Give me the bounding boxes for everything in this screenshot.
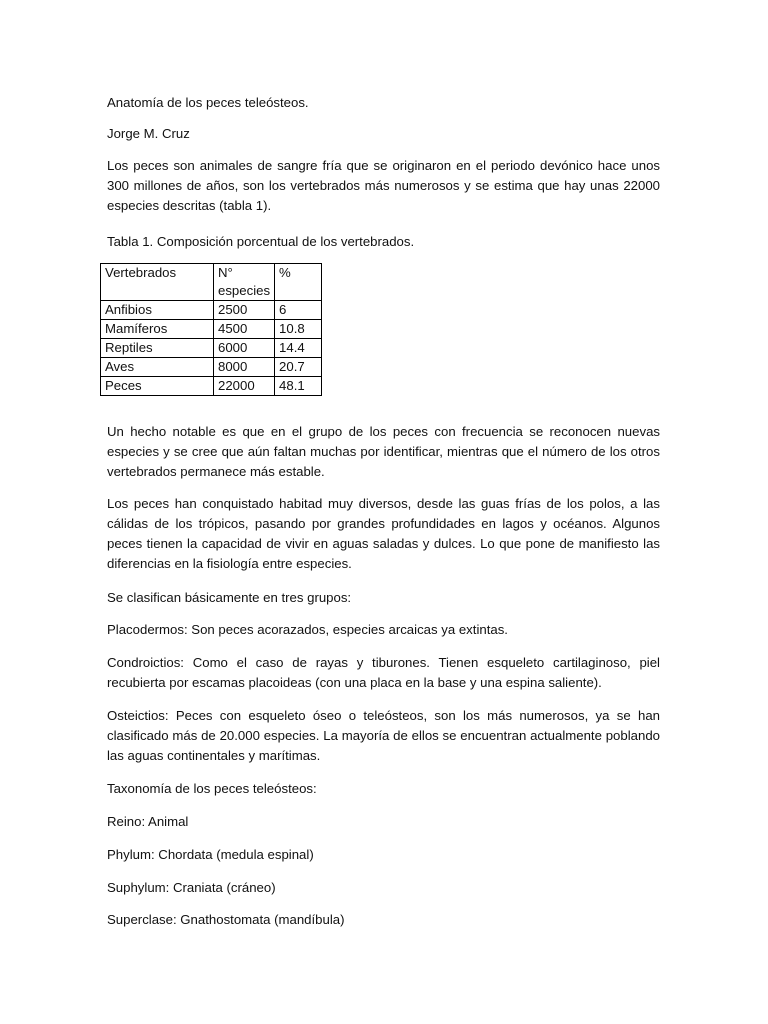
table-header-row [101,264,322,301]
table-row [101,339,322,358]
condroictios-paragraph: Condroictios: Como el caso de rayas y tiburones. Tienen esqueleto cartilaginoso, piel recubierta por escamas placoideas (con una placa en la base y una espina saliente). [107,655,660,690]
body-paragraph: Los peces han conquistado habitad muy diversos, desde las guas frías de los polos, a las cálidas de los trópicos, pasando por grandes profundidades en lagos y océanos. Algunos peces tienen la capacidad de vivir en aguas saladas y dulces. Lo que pone de manifiesto las diferencias en la fisiología entre especies. [107,496,660,571]
body-paragraph: Un hecho notable es que en el grupo de los peces con frecuencia se reconocen nuevas especies y se cree que aún faltan muchas por identificar, mientras que el número de los otros vertebrados permanece más estable. [107,424,660,479]
table-header-cell: N° especies [214,264,275,301]
table-cell: Peces [101,377,214,396]
table-cell: 4500 [214,320,275,339]
table-cell: 6000 [214,339,275,358]
table-row [101,358,322,377]
table-cell: 8000 [214,358,275,377]
table-header-cell: Vertebrados [101,264,214,301]
table-cell: 14.4 [275,339,322,358]
table-row [101,320,322,339]
taxonomy-reino: Reino: Animal [107,814,189,829]
taxonomy-superclase: Superclase: Gnathostomata (mandíbula) [107,912,345,927]
table-header-cell: % [275,264,322,301]
taxonomy-suphylum: Suphylum: Craniata (cráneo) [107,880,276,895]
groups-intro: Se clasifican básicamente en tres grupos: [107,590,352,605]
table-cell: 20.7 [275,358,322,377]
table-row [101,377,322,396]
vertebrates-table [100,263,322,396]
placodermos-paragraph: Placodermos: Son peces acorazados, especies arcaicas ya extintas. [107,622,508,637]
document-title: Anatomía de los peces teleósteos. [107,95,309,110]
table-cell: 2500 [214,301,275,320]
taxonomy-heading: Taxonomía de los peces teleósteos: [107,781,317,796]
table-cell: Mamíferos [101,320,214,339]
osteictios-paragraph: Osteictios: Peces con esqueleto óseo o teleósteos, son los más numerosos, ya se han clasificado más de 20.000 especies. La mayoría de ellos se encuentran actualmente poblando las aguas continentales y marítimas. [107,708,660,763]
author-name: Jorge M. Cruz [107,126,190,141]
taxonomy-phylum: Phylum: Chordata (medula espinal) [107,847,314,862]
intro-paragraph: Los peces son animales de sangre fría que se originaron en el periodo devónico hace unos 300 millones de años, son los vertebrados más numerosos y se estima que hay unas 22000 especies descritas (tabla 1). [107,158,660,213]
table-cell: 6 [275,301,322,320]
table-cell: 22000 [214,377,275,396]
table-row [101,301,322,320]
table-cell: Aves [101,358,214,377]
table-cell: Reptiles [101,339,214,358]
table-cell: Anfibios [101,301,214,320]
table-cell: 10.8 [275,320,322,339]
table-cell: 48.1 [275,377,322,396]
table-caption: Tabla 1. Composición porcentual de los vertebrados. [107,234,415,249]
